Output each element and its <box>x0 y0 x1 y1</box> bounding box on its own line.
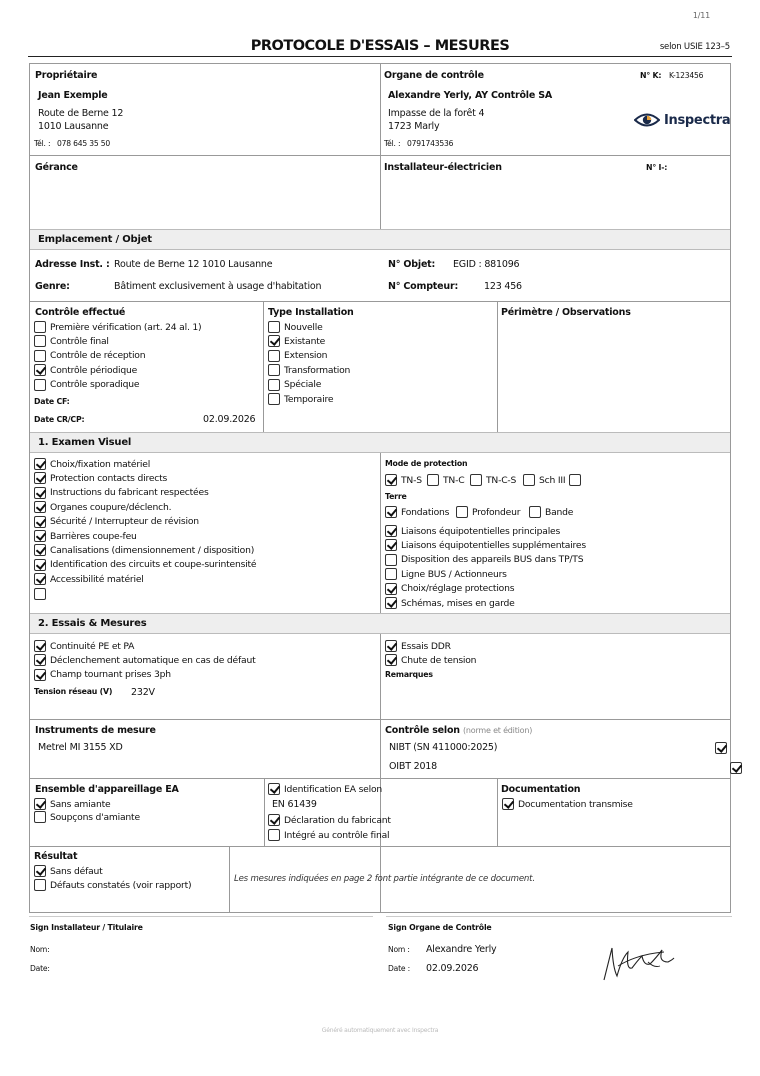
protection-mode-3-label: Sch III <box>539 474 566 486</box>
control-type-1-label: Contrôle final <box>50 335 109 347</box>
integrated-row <box>268 829 389 841</box>
gerance-label: Gérance <box>35 162 78 173</box>
installer-name-label: Nom: <box>30 945 50 954</box>
protection-mode-3-checkbox[interactable] <box>523 474 535 486</box>
object-label: N° Objet: <box>388 259 436 270</box>
voltage-label: Tension réseau (V) <box>34 687 113 696</box>
visual-exam-5-row <box>34 530 137 542</box>
inspector-signature-title: Sign Organe de Contrôle <box>388 923 492 932</box>
object-value: EGID : 881096 <box>453 259 520 270</box>
test-1-checkbox[interactable] <box>34 654 46 666</box>
control-type-4-label: Contrôle sporadique <box>50 379 140 391</box>
earth-0-row <box>385 506 449 518</box>
installation-type-4-row <box>268 379 321 391</box>
installer-date-label: Date: <box>30 964 50 973</box>
owner-tel: 078 645 35 50 <box>57 139 110 148</box>
visual-exam-4-row <box>34 516 199 528</box>
identification-label: Identification EA selon <box>284 783 383 795</box>
signature-divider <box>29 916 373 917</box>
installation-type-3-label: Transformation <box>284 364 351 376</box>
control-type-0-label: Première vérification (art. 24 al. 1) <box>50 321 202 333</box>
result-1-row <box>34 879 191 891</box>
visual-exam-4-checkbox[interactable] <box>34 516 46 528</box>
control-type-4-checkbox[interactable] <box>34 379 46 391</box>
visual-exam-6-checkbox[interactable] <box>34 544 46 556</box>
visual-exam-1-checkbox[interactable] <box>34 472 46 484</box>
equipotential-3-checkbox[interactable] <box>385 568 397 580</box>
result-0-label: Sans défaut <box>50 865 103 877</box>
documentation-item: Documentation transmise <box>518 798 633 810</box>
test-right-0-row <box>385 640 451 652</box>
genre-value: Bâtiment exclusivement à usage d'habitation <box>114 281 322 292</box>
installation-type-2-label: Extension <box>284 350 328 362</box>
address-label: Adresse Inst. : <box>35 259 110 270</box>
identification-row <box>268 783 382 795</box>
inspector-street: Impasse de la forêt 4 <box>388 108 485 119</box>
installation-type-4-checkbox[interactable] <box>268 379 280 391</box>
switchgear-0-row <box>34 798 110 810</box>
divider <box>380 453 381 613</box>
installation-type-0-label: Nouvelle <box>284 321 323 333</box>
switchgear-1-row <box>34 811 140 823</box>
installer-label: Installateur-électricien <box>384 162 502 173</box>
installation-type-1-checkbox[interactable] <box>268 335 280 347</box>
protection-mode-label: Mode de protection <box>385 459 468 468</box>
visual-exam-4-label: Sécurité / Interrupteur de révision <box>50 516 199 528</box>
instruments-value: Metrel MI 3155 XD <box>38 742 123 753</box>
protection-mode-2-row <box>470 474 516 486</box>
test-right-1-checkbox[interactable] <box>385 654 397 666</box>
visual-exam-2-row <box>34 487 209 499</box>
inspector-date: 02.09.2026 <box>426 963 479 974</box>
remarks-label: Remarques <box>385 670 433 679</box>
equipotential-4-row <box>385 583 514 595</box>
result-label: Résultat <box>34 851 78 862</box>
title-divider <box>28 56 732 57</box>
installation-type-0-row <box>268 321 323 333</box>
identification-norm: EN 61439 <box>272 799 317 810</box>
test-right-1-row <box>385 654 476 666</box>
switchgear-1-label: Soupçons d'amiante <box>50 811 140 823</box>
address-value: Route de Berne 12 1010 Lausanne <box>114 259 273 270</box>
visual-exam-9-checkbox[interactable] <box>34 588 46 600</box>
equipotential-1-label: Liaisons équipotentielles supplémentaires <box>401 539 586 551</box>
installation-type-4-label: Spéciale <box>284 379 322 391</box>
visual-exam-3-checkbox[interactable] <box>34 501 46 513</box>
test-1-label: Déclenchement automatique en cas de défaut <box>50 654 256 666</box>
control-type-2-row <box>34 350 145 362</box>
control-type-2-label: Contrôle de réception <box>50 350 146 362</box>
control-type-3-row <box>34 364 137 376</box>
perimeter-label: Périmètre / Observations <box>501 307 631 318</box>
equipotential-2-row <box>385 554 583 566</box>
date-cr-value: 02.09.2026 <box>203 414 256 425</box>
inspector-name-label: Nom : <box>388 945 410 954</box>
documentation-row <box>502 798 633 810</box>
nk-label: N° K: <box>640 71 662 80</box>
control-type-1-row <box>34 335 109 347</box>
installation-type-2-checkbox[interactable] <box>268 350 280 362</box>
equipotential-4-label: Choix/réglage protections <box>401 583 515 595</box>
test-right-0-checkbox[interactable] <box>385 640 397 652</box>
result-note: Les mesures indiquées en page 2 font partie intégrante de ce document. <box>234 874 535 884</box>
equipotential-1-row <box>385 539 586 551</box>
earth-2-label: Bande <box>545 506 574 518</box>
installation-type-0-checkbox[interactable] <box>268 321 280 333</box>
meter-label: N° Compteur: <box>388 281 459 292</box>
control-type-0-checkbox[interactable] <box>34 321 46 333</box>
nk-value: K-123456 <box>669 71 704 80</box>
result-0-checkbox[interactable] <box>34 865 46 877</box>
protection-mode-1-row <box>427 474 464 486</box>
divider <box>30 846 730 847</box>
result-1-label: Défauts constatés (voir rapport) <box>50 879 192 891</box>
genre-label: Genre: <box>35 281 70 292</box>
visual-exam-8-label: Accessibilité matériel <box>50 573 144 585</box>
instruments-label: Instruments de mesure <box>35 725 156 736</box>
earth-1-checkbox[interactable] <box>456 506 468 518</box>
ni-label: N° I-: <box>646 163 668 172</box>
control-type-1-checkbox[interactable] <box>34 335 46 347</box>
oibt-label: OIBT 2018 <box>389 761 437 772</box>
result-1-checkbox[interactable] <box>34 879 46 891</box>
divider <box>30 719 730 720</box>
test-right-1-label: Chute de tension <box>401 654 477 666</box>
section-emplacement: Emplacement / Objet <box>30 229 730 250</box>
equipotential-2-checkbox[interactable] <box>385 554 397 566</box>
standard-reference: selon USIE 123–5 <box>659 42 730 52</box>
earth-label: Terre <box>385 492 407 501</box>
test-2-checkbox[interactable] <box>34 669 46 681</box>
standard-label <box>385 725 532 736</box>
owner-tel-label: Tél. : <box>34 139 51 148</box>
installation-type-5-label: Temporaire <box>284 393 334 405</box>
divider <box>30 301 730 302</box>
visual-exam-6-row <box>34 544 254 556</box>
nibt-label: NIBT (SN 411000:2025) <box>389 742 498 753</box>
switchgear-label: Ensemble d'appareillage EA <box>35 784 179 795</box>
logo-text: Inspectra <box>664 112 731 128</box>
test-2-row <box>34 669 171 681</box>
protection-mode-3-row <box>523 474 565 486</box>
owner-name: Jean Exemple <box>38 90 108 101</box>
earth-1-row <box>456 506 520 518</box>
visual-exam-2-checkbox[interactable] <box>34 487 46 499</box>
test-0-checkbox[interactable] <box>34 640 46 652</box>
inspector-name: Alexandre Yerly, AY Contrôle SA <box>388 90 552 101</box>
control-type-3-checkbox[interactable] <box>34 364 46 376</box>
equipotential-2-label: Disposition des appareils BUS dans TP/TS <box>401 554 584 566</box>
owner-label: Propriétaire <box>35 70 98 81</box>
voltage-value: 232V <box>131 687 155 698</box>
visual-exam-7-checkbox[interactable] <box>34 559 46 571</box>
section-tests: 2. Essais & Mesures <box>30 613 730 634</box>
switchgear-0-checkbox[interactable] <box>34 798 46 810</box>
integrated-label: Intégré au contrôle final <box>284 829 390 841</box>
divider <box>229 846 230 912</box>
inspector-name: Alexandre Yerly <box>426 944 497 955</box>
visual-exam-1-label: Protection contacts directs <box>50 472 168 484</box>
inspector-date-label: Date : <box>388 964 410 973</box>
control-type-2-checkbox[interactable] <box>34 350 46 362</box>
divider <box>263 301 264 432</box>
nibt-checkbox[interactable] <box>715 742 727 754</box>
page-number: 1/11 <box>692 11 710 20</box>
equipotential-4-checkbox[interactable] <box>385 583 397 595</box>
date-cf-label: Date CF: <box>34 397 70 406</box>
test-2-label: Champ tournant prises 3ph <box>50 669 171 681</box>
visual-exam-3-label: Organes coupure/déclench. <box>50 501 172 513</box>
inspector-tel: 0791743536 <box>407 139 454 148</box>
visual-exam-1-row <box>34 472 167 484</box>
installation-type-label: Type Installation <box>268 307 354 318</box>
protection-mode-2-checkbox[interactable] <box>470 474 482 486</box>
declaration-checkbox[interactable] <box>268 814 280 826</box>
equipotential-0-row <box>385 525 560 537</box>
divider <box>380 634 381 912</box>
earth-0-checkbox[interactable] <box>385 506 397 518</box>
handwritten-signature <box>598 940 676 984</box>
visual-exam-0-checkbox[interactable] <box>34 458 46 470</box>
equipotential-5-label: Schémas, mises en garde <box>401 597 515 609</box>
inspectra-logo <box>634 111 730 129</box>
divider <box>264 778 265 846</box>
eye-logo-icon <box>634 111 660 129</box>
inspector-city: 1723 Marly <box>388 121 440 132</box>
test-0-label: Continuité PE et PA <box>50 640 135 652</box>
visual-exam-6-label: Canalisations (dimensionnement / disposition) <box>50 544 255 556</box>
switchgear-0-label: Sans amiante <box>50 798 111 810</box>
installation-type-3-row <box>268 364 350 376</box>
protection-mode-1-label: TN-C <box>443 474 465 486</box>
standard-note: (norme et édition) <box>462 726 533 735</box>
switchgear-1-checkbox[interactable] <box>34 811 46 823</box>
visual-exam-5-checkbox[interactable] <box>34 530 46 542</box>
visual-exam-0-row <box>34 458 150 470</box>
visual-exam-5-label: Barrières coupe-feu <box>50 530 137 542</box>
divider <box>30 778 730 779</box>
owner-city: 1010 Lausanne <box>38 121 109 132</box>
installation-type-1-row <box>268 335 325 347</box>
visual-exam-7-row <box>34 559 256 571</box>
visual-exam-7-label: Identification des circuits et coupe-surintensité <box>50 559 257 571</box>
control-type-4-row <box>34 379 139 391</box>
identification-checkbox[interactable] <box>268 783 280 795</box>
visual-exam-0-label: Choix/fixation matériel <box>50 458 151 470</box>
documentation-label: Documentation <box>501 784 581 795</box>
signature-divider <box>386 916 732 917</box>
equipotential-3-row <box>385 568 507 580</box>
test-0-row <box>34 640 134 652</box>
protection-mode-0-row <box>385 474 422 486</box>
standard-label-text: Contrôle selon <box>385 725 460 736</box>
page-title: PROTOCOLE D'ESSAIS – MESURES <box>250 38 510 54</box>
installation-type-2-row <box>268 350 327 362</box>
protection-mode-4-checkbox[interactable] <box>569 474 581 486</box>
inspector-label: Organe de contrôle <box>384 70 484 81</box>
earth-2-checkbox[interactable] <box>529 506 541 518</box>
installation-type-5-row <box>268 393 333 405</box>
protection-mode-4-row <box>569 474 585 486</box>
meter-value: 123 456 <box>484 281 522 292</box>
visual-exam-8-checkbox[interactable] <box>34 573 46 585</box>
divider <box>497 301 498 432</box>
earth-1-label: Profondeur <box>472 506 521 518</box>
divider <box>380 63 381 229</box>
installer-signature-title: Sign Installateur / Titulaire <box>30 923 143 932</box>
visual-exam-8-row <box>34 573 144 585</box>
divider <box>497 778 498 846</box>
control-type-label: Contrôle effectué <box>35 307 126 318</box>
installation-type-1-label: Existante <box>284 335 326 347</box>
documentation-checkbox[interactable] <box>502 798 514 810</box>
oibt-checkbox[interactable] <box>730 762 742 774</box>
date-cr-label: Date CR/CP: <box>34 415 85 424</box>
equipotential-1-checkbox[interactable] <box>385 539 397 551</box>
owner-street: Route de Berne 12 <box>38 108 124 119</box>
protection-mode-2-label: TN-C-S <box>486 474 517 486</box>
declaration-label: Déclaration du fabricant <box>284 814 391 826</box>
visual-exam-2-label: Instructions du fabricant respectées <box>50 487 209 499</box>
equipotential-0-label: Liaisons équipotentielles principales <box>401 525 561 537</box>
visual-exam-9-row <box>34 588 50 600</box>
divider <box>30 155 730 156</box>
equipotential-0-checkbox[interactable] <box>385 525 397 537</box>
result-0-row <box>34 865 103 877</box>
test-right-0-label: Essais DDR <box>401 640 451 652</box>
inspector-tel-label: Tél. : <box>384 139 401 148</box>
installation-type-3-checkbox[interactable] <box>268 364 280 376</box>
installation-type-5-checkbox[interactable] <box>268 393 280 405</box>
declaration-row <box>268 814 391 826</box>
equipotential-5-row <box>385 597 515 609</box>
equipotential-5-checkbox[interactable] <box>385 597 397 609</box>
equipotential-3-label: Ligne BUS / Actionneurs <box>401 568 507 580</box>
test-1-row <box>34 654 255 666</box>
earth-2-row <box>529 506 573 518</box>
visual-exam-3-row <box>34 501 171 513</box>
integrated-checkbox[interactable] <box>268 829 280 841</box>
earth-0-label: Fondations <box>401 506 450 518</box>
footer-note: Généré automatiquement avec Inspectra <box>321 1027 439 1034</box>
control-type-3-label: Contrôle périodique <box>50 364 138 376</box>
protection-mode-1-checkbox[interactable] <box>427 474 439 486</box>
protection-mode-0-label: TN-S <box>401 474 422 486</box>
control-type-0-row <box>34 321 201 333</box>
protection-mode-0-checkbox[interactable] <box>385 474 397 486</box>
section-visual-exam: 1. Examen Visuel <box>30 432 730 453</box>
